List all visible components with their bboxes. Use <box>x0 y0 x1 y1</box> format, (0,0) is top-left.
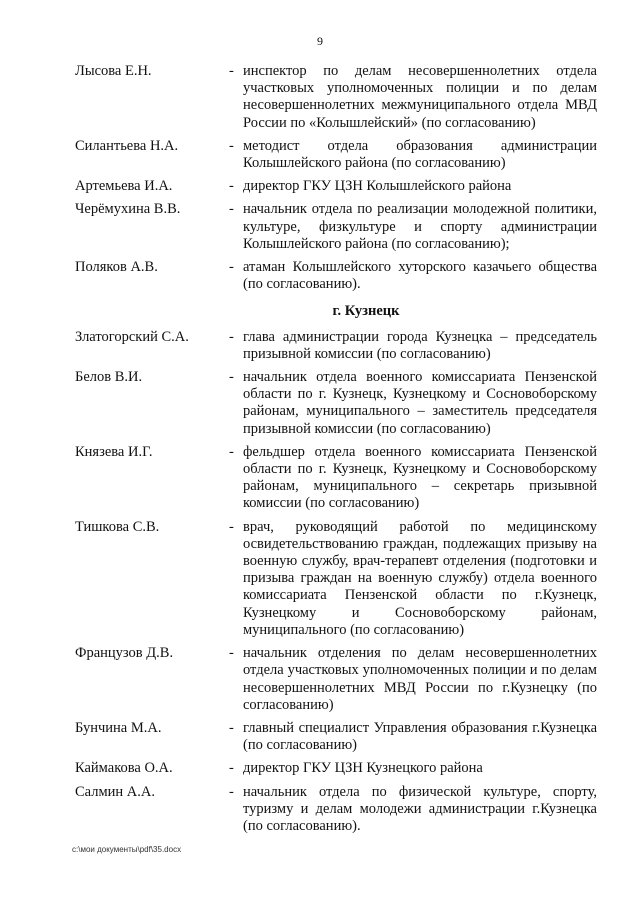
person-name: Тишкова С.В. <box>75 518 160 535</box>
dash: - <box>229 328 234 345</box>
person-name: Белов В.И. <box>75 369 143 386</box>
dash: - <box>229 63 234 79</box>
list-item <box>75 720 597 754</box>
dash: - <box>229 645 234 662</box>
position-description: инспектор по делам несовершеннолетних отдела участковых уполномоченных полиции и по делам несовершеннолетних межмуниципального отдела МВД России по «Колышлейский» (по согласованию) <box>243 63 597 131</box>
person-name: Бунчина М.А. <box>75 719 162 736</box>
person-name: Лысова Е.Н. <box>75 63 152 79</box>
position-description: начальник отдела по реализации молодежной политики, культуре, физкультуре и спорту администрации Колышлейского района (по согласованию); <box>243 201 597 252</box>
dash: - <box>229 178 234 195</box>
dash: - <box>229 201 234 218</box>
dash: - <box>229 137 234 154</box>
position-description: главный специалист Управления образования г.Кузнецка (по согласованию) <box>243 719 597 754</box>
position-description: начальник отделения по делам несовершеннолетних отдела участковых уполномоченных полиции и по делам несовершеннолетних МВД России по г.Кузнецку (по согласованию) <box>243 645 597 713</box>
position-description: директор ГКУ ЦЗН Колышлейского района <box>243 178 512 195</box>
person-name: Златогорский С.А. <box>75 328 189 345</box>
list-item <box>75 201 597 253</box>
list-item <box>75 519 597 639</box>
person-name: Французов Д.В. <box>75 645 174 662</box>
dash: - <box>229 259 234 276</box>
list-item <box>75 329 597 363</box>
position-description: методист отдела образования администрации Колышлейского района (по согласованию) <box>243 137 597 172</box>
list-item <box>75 760 597 777</box>
position-description: глава администрации города Кузнецка – председатель призывной комиссии (по согласованию) <box>243 328 597 362</box>
section-title: г. Кузнецк <box>332 303 400 320</box>
position-description: врач, руководящий работой по медицинскому освидетельствованию граждан, подлежащих призыву на военную службу, врач-терапевт отделения (подготовки и призыва граждан на военную службу) отдела военного комиссариата Пензенской области по г.Кузнецк, Кузнецкому и Сосновоборскому районам, муниципального (по согласованию) <box>243 518 597 638</box>
dash: - <box>229 719 234 736</box>
dash: - <box>229 369 234 386</box>
dash: - <box>229 783 234 800</box>
position-description: директор ГКУ ЦЗН Кузнецкого района <box>243 760 483 777</box>
page-number: 9 <box>317 34 323 48</box>
list-item <box>75 259 597 293</box>
position-description: фельдшер отдела военного комиссариата Пензенской области по г. Кузнецк, Кузнецкому и Сосновоборскому районам, муниципального – секретарь призывной комиссии (по согласованию) <box>243 443 597 512</box>
position-description: атаман Колышлейского хуторского казачьего общества (по согласованию). <box>243 259 597 293</box>
dash: - <box>229 443 234 460</box>
list-item <box>75 784 597 836</box>
person-name: Силантьева Н.А. <box>75 137 179 154</box>
person-name: Каймакова О.А. <box>75 760 173 777</box>
document-body <box>75 63 597 835</box>
person-name: Князева И.Г. <box>75 443 153 460</box>
list-item <box>75 63 597 132</box>
person-name: Поляков А.В. <box>75 259 158 276</box>
dash: - <box>229 518 234 535</box>
person-name: Артемьева И.А. <box>75 178 173 195</box>
dash: - <box>229 760 234 777</box>
person-name: Салмин А.А. <box>75 783 155 800</box>
position-description: начальник отдела военного комиссариата Пензенской области по г. Кузнецк, Кузнецкому и Сосновоборскому районам, муниципального – заместитель председателя призывной комиссии (по согласованию) <box>243 369 597 437</box>
person-name: Черёмухина В.В. <box>75 201 181 218</box>
position-description: начальник отдела по физической культуре, спорту, туризму и делам молодежи администрации г.Кузнецка (по согласованию). <box>243 783 597 834</box>
list-item <box>75 178 597 195</box>
list-item <box>75 444 597 513</box>
list-item <box>75 138 597 172</box>
list-item <box>75 645 597 714</box>
list-item <box>75 369 597 438</box>
footer-file-path: c:\мои документы\pdf\35.docx <box>72 845 182 854</box>
